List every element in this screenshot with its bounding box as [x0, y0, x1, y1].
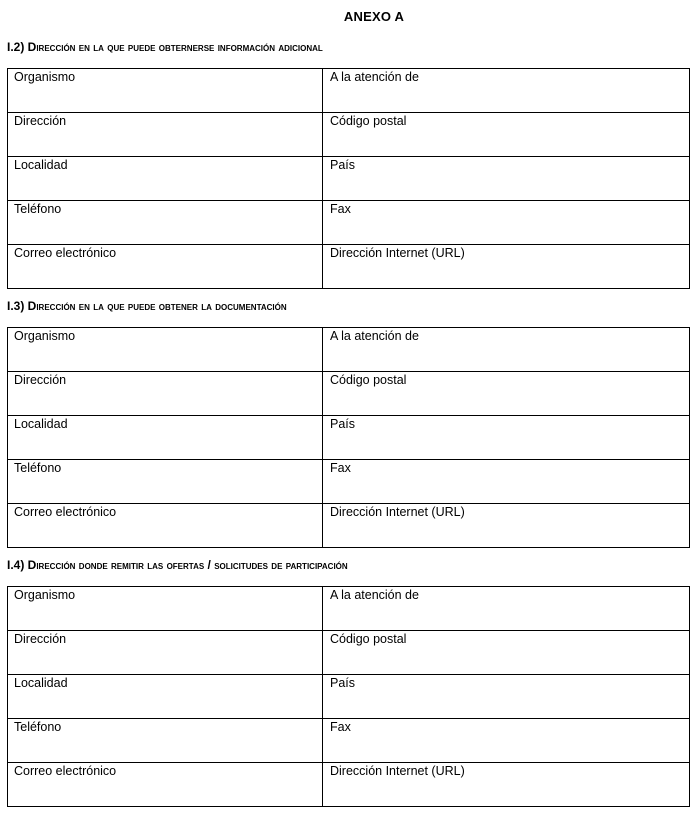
email-field[interactable] — [8, 763, 323, 807]
field-label: Correo electrónico — [14, 246, 117, 260]
field-label: Código postal — [330, 373, 407, 387]
locality-field[interactable] — [8, 157, 323, 201]
field-label: Código postal — [330, 632, 407, 646]
table-row — [8, 245, 690, 289]
section-heading-i2: I.2) Dirección en la que puede obternerse información adicional — [7, 40, 323, 54]
field-label: A la atención de — [330, 329, 419, 343]
url-field[interactable] — [323, 763, 690, 807]
url-field[interactable] — [323, 504, 690, 548]
locality-field[interactable] — [8, 675, 323, 719]
table-row — [8, 372, 690, 416]
field-label: Organismo — [14, 588, 76, 602]
section-heading-i4: I.4) Dirección donde remitir las ofertas / solicitudes de participación — [7, 558, 348, 572]
field-label: Dirección — [14, 114, 67, 128]
postal-code-field[interactable] — [323, 372, 690, 416]
table-row — [8, 157, 690, 201]
postal-code-field[interactable] — [323, 113, 690, 157]
field-label: Fax — [330, 202, 351, 216]
table-row — [8, 416, 690, 460]
field-label: Dirección Internet (URL) — [330, 505, 465, 519]
field-label: País — [330, 676, 356, 690]
table-row — [8, 113, 690, 157]
field-label: Dirección Internet (URL) — [330, 246, 465, 260]
field-label: A la atención de — [330, 588, 419, 602]
country-field[interactable] — [323, 675, 690, 719]
address-field[interactable] — [8, 631, 323, 675]
table-row — [8, 69, 690, 113]
country-field[interactable] — [323, 416, 690, 460]
field-label: A la atención de — [330, 70, 419, 84]
organismo-field[interactable] — [8, 69, 323, 113]
field-label: Teléfono — [14, 720, 62, 734]
field-label: Organismo — [14, 70, 76, 84]
table-row — [8, 719, 690, 763]
attention-field[interactable] — [323, 328, 690, 372]
table-row — [8, 201, 690, 245]
table-row — [8, 675, 690, 719]
organismo-field[interactable] — [8, 587, 323, 631]
address-field[interactable] — [8, 113, 323, 157]
field-label: Correo electrónico — [14, 505, 117, 519]
fax-field[interactable] — [323, 719, 690, 763]
field-label: Dirección Internet (URL) — [330, 764, 465, 778]
field-label: Dirección — [14, 373, 67, 387]
contact-form-table-i2 — [7, 68, 690, 289]
fax-field[interactable] — [323, 201, 690, 245]
table-row — [8, 587, 690, 631]
fax-field[interactable] — [323, 460, 690, 504]
table-row — [8, 631, 690, 675]
field-label: Localidad — [14, 417, 68, 431]
phone-field[interactable] — [8, 460, 323, 504]
table-row — [8, 328, 690, 372]
field-label: Código postal — [330, 114, 407, 128]
email-field[interactable] — [8, 245, 323, 289]
field-label: País — [330, 158, 356, 172]
email-field[interactable] — [8, 504, 323, 548]
document-title: ANEXO A — [343, 9, 405, 24]
field-label: Organismo — [14, 329, 76, 343]
organismo-field[interactable] — [8, 328, 323, 372]
field-label: Fax — [330, 720, 351, 734]
url-field[interactable] — [323, 245, 690, 289]
address-field[interactable] — [8, 372, 323, 416]
phone-field[interactable] — [8, 719, 323, 763]
attention-field[interactable] — [323, 69, 690, 113]
field-label: Localidad — [14, 158, 68, 172]
field-label: Localidad — [14, 676, 68, 690]
field-label: Teléfono — [14, 461, 62, 475]
contact-form-table-i4 — [7, 586, 690, 807]
field-label: Fax — [330, 461, 351, 475]
section-heading-i3: I.3) Dirección en la que puede obtener la documentación — [7, 299, 287, 313]
table-row — [8, 504, 690, 548]
field-label: Teléfono — [14, 202, 62, 216]
table-row — [8, 460, 690, 504]
table-row — [8, 763, 690, 807]
contact-form-table-i3 — [7, 327, 690, 548]
field-label: Correo electrónico — [14, 764, 117, 778]
country-field[interactable] — [323, 157, 690, 201]
phone-field[interactable] — [8, 201, 323, 245]
attention-field[interactable] — [323, 587, 690, 631]
field-label: Dirección — [14, 632, 67, 646]
locality-field[interactable] — [8, 416, 323, 460]
postal-code-field[interactable] — [323, 631, 690, 675]
field-label: País — [330, 417, 356, 431]
